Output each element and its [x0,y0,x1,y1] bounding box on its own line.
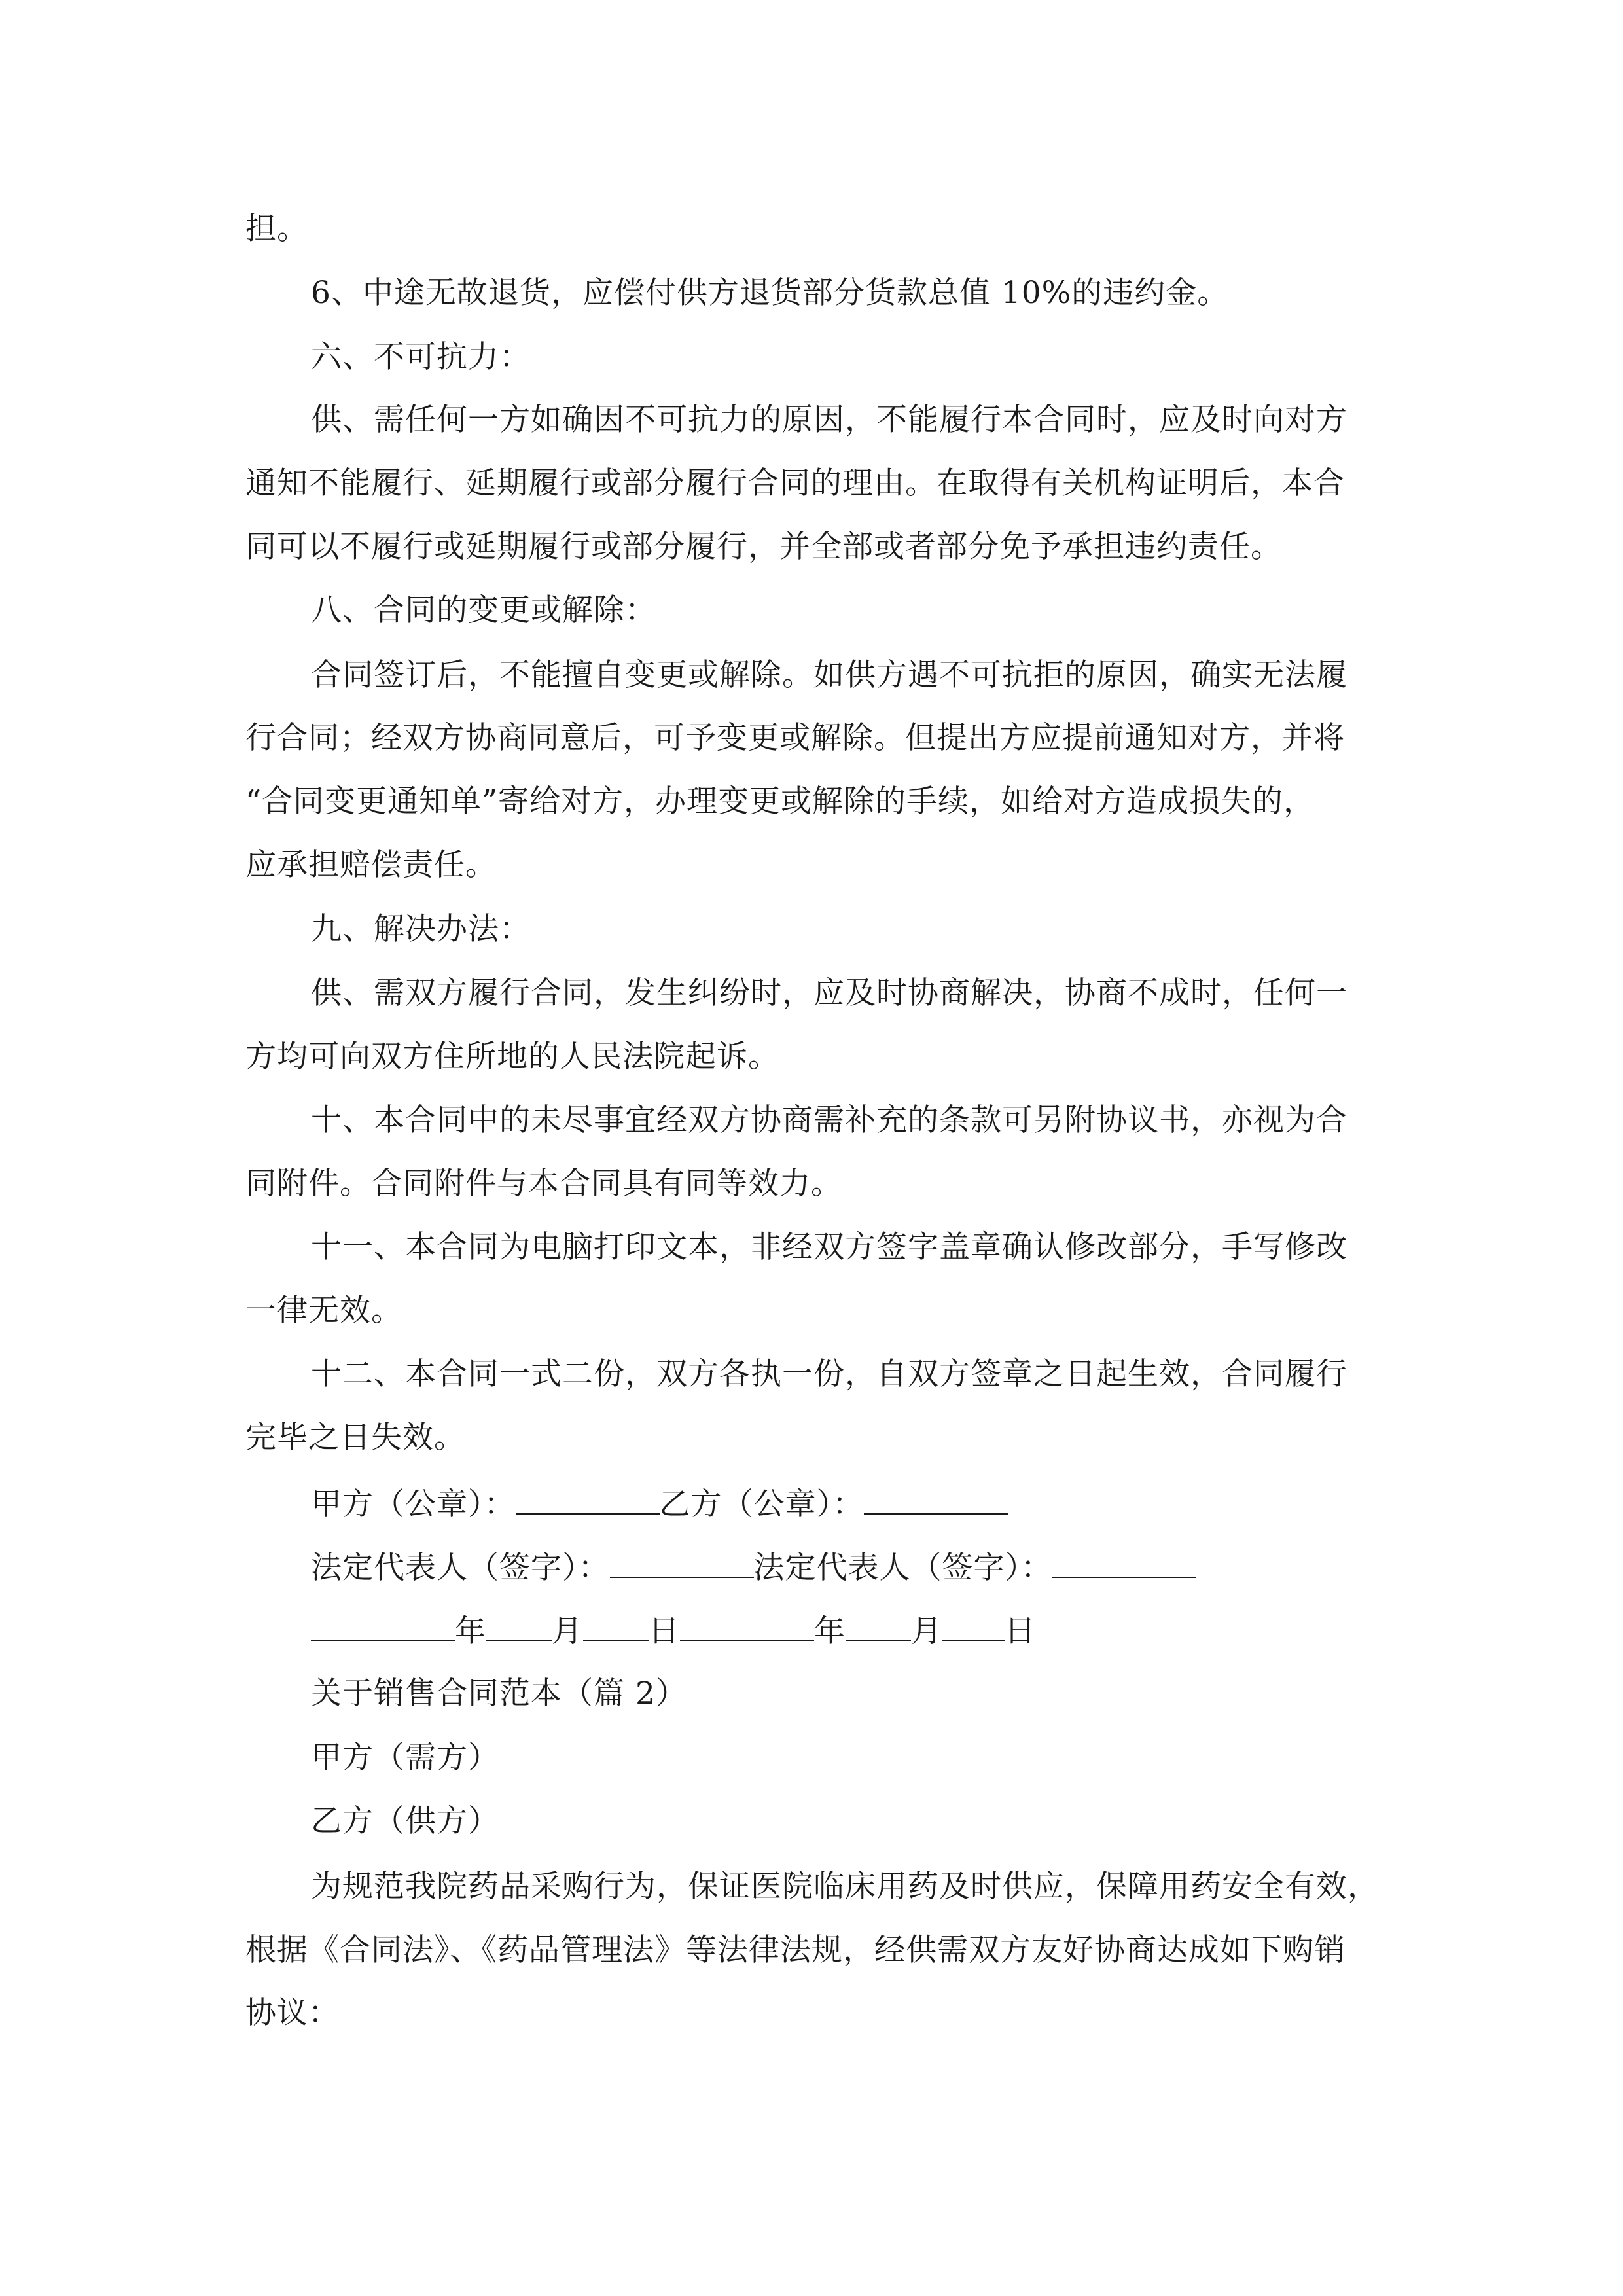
rep-b-blank [1052,1548,1196,1578]
rep-b-label: 法定代表人（签字）： [753,1550,1052,1586]
text-line: 供、需双方履行合同，发生纠纷时，应及时协商解决，协商不成时，任何一 [311,975,1347,1011]
text-line: 合同签订后，不能擅自变更或解除。如供方遇不可抗拒的原因，确实无法履 [311,657,1347,693]
month-b-label: 月 [911,1613,942,1649]
text-line: 协议： [245,1995,340,2031]
rep-a-label: 法定代表人（签字）： [311,1550,610,1586]
text-line: 一律无效。 [245,1293,402,1329]
text-line: 供、需任何一方如确因不可抗力的原因，不能履行本合同时，应及时向对方 [311,402,1347,438]
text-line: 十一、本合同为电脑打印文本，非经双方签字盖章确认修改部分，手写修改 [311,1229,1347,1265]
month-b-blank [846,1611,911,1641]
party-a-seal-label: 甲方（公章）： [311,1486,516,1522]
text-line: 6、中途无故退货，应偿付供方退货部分货款总值 10%的违约金。 [311,275,1229,311]
year-b-label: 年 [814,1613,846,1649]
section-heading: 六、不可抗力： [311,339,531,375]
party-b-seal-label: 乙方（公章）： [659,1486,864,1522]
seal-line [311,1484,1450,1523]
day-a-blank [583,1611,649,1641]
text-line: 同附件。合同附件与本合同具有同等效力。 [245,1166,842,1202]
day-a-label: 日 [649,1613,680,1649]
rep-a-blank [610,1548,754,1578]
party-a-label: 甲方（需方） [311,1740,499,1776]
date-line [311,1611,1450,1650]
party-a-seal-blank [516,1484,660,1515]
month-a-label: 月 [552,1613,583,1649]
day-b-label: 日 [1005,1613,1036,1649]
text-line: 根据《合同法》、《药品管理法》等法律法规，经供需双方友好协商达成如下购销 [245,1932,1346,1968]
day-b-blank [942,1611,1005,1641]
section-heading: 八、合同的变更或解除： [311,592,656,628]
representative-line [311,1548,1450,1587]
text-line: 同可以不履行或延期履行或部分履行，并全部或者部分免予承担违约责任。 [245,529,1282,565]
text-line: 为规范我院药品采购行为，保证医院临床用药及时供应，保障用药安全有效， [311,1869,1379,1905]
section-heading: 九、解决办法： [311,911,531,947]
text-line: 十、本合同中的未尽事宜经双方协商需补充的条款可另附协议书，亦视为合 [311,1102,1347,1138]
text-line: 应承担赔偿责任。 [245,847,497,883]
text-line: 完毕之日失效。 [245,1420,465,1456]
year-b-blank [680,1611,814,1641]
text-line: 通知不能履行、延期履行或部分履行合同的理由。在取得有关机构证明后，本合 [245,465,1345,501]
year-a-label: 年 [455,1613,486,1649]
month-a-blank [486,1611,552,1641]
text-line: 方均可向双方住所地的人民法院起诉。 [245,1039,779,1075]
year-a-blank [311,1611,455,1641]
text-line: 行合同；经双方协商同意后，可予变更或解除。但提出方应提前通知对方，并将 [245,720,1345,756]
party-b-label: 乙方（供方） [311,1803,499,1839]
text-line: “合同变更通知单”寄给对方，办理变更或解除的手续，如给对方造成损失的， [245,783,1315,819]
party-b-seal-blank [864,1484,1008,1515]
text-line: 担。 [245,211,308,247]
text-line: 十二、本合同一式二份，双方各执一份，自双方签章之日起生效，合同履行 [311,1356,1347,1392]
section-title: 关于销售合同范本（篇 2） [311,1676,687,1712]
